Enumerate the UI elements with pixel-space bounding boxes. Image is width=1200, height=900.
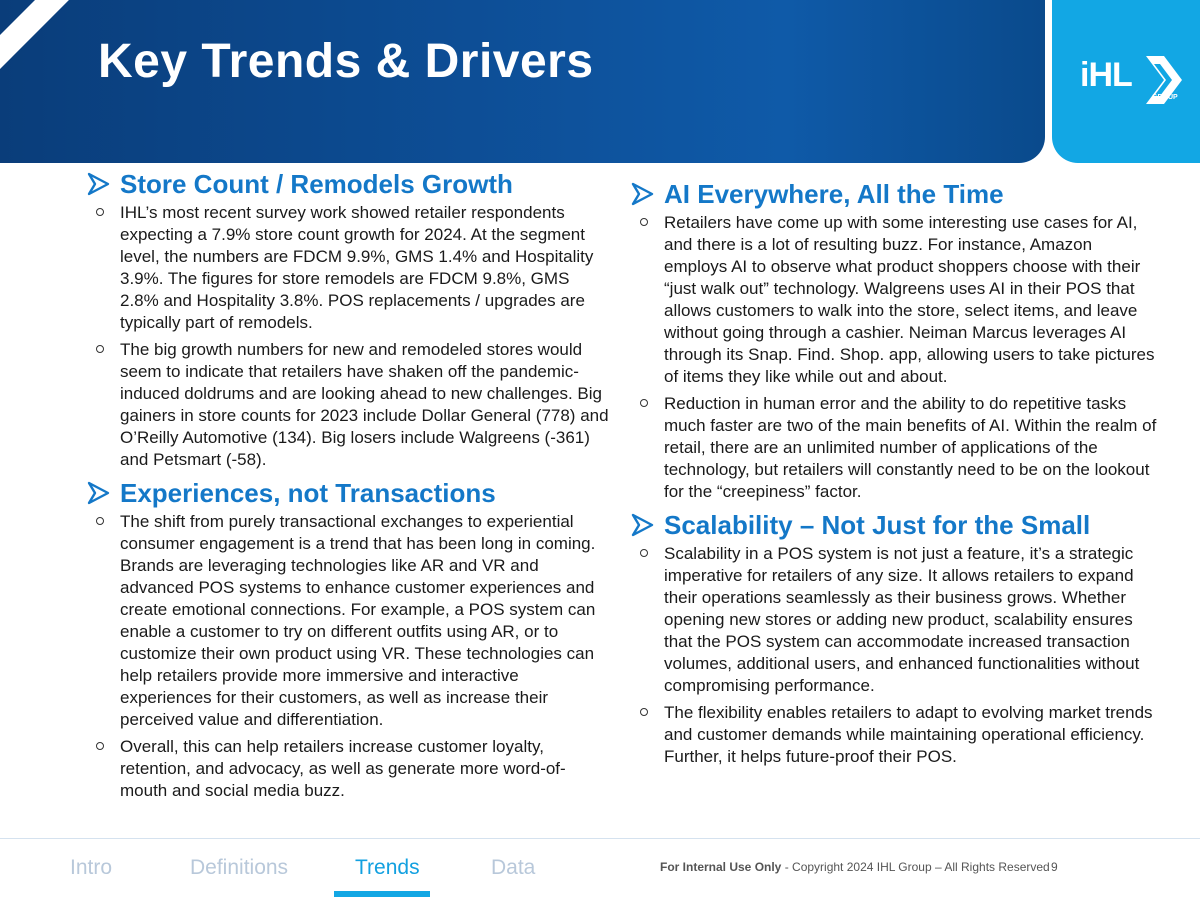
ihl-logo bbox=[1080, 52, 1184, 108]
footer-divider bbox=[0, 838, 1200, 839]
bullet-text: The flexibility enables retailers to adapt to evolving market trends and customer demands while maintaining operational efficiency. Further, it helps future-proof their POS. bbox=[664, 703, 1153, 766]
list-item bbox=[86, 736, 611, 802]
logo-wordmark: iHL bbox=[1080, 56, 1132, 94]
section-title: Experiences, not Transactions bbox=[120, 478, 496, 508]
circle-bullet-icon bbox=[640, 549, 648, 557]
bullet-list bbox=[630, 212, 1158, 503]
arrow-bullet-icon bbox=[630, 512, 654, 538]
bullet-text: IHL’s most recent survey work showed retailer respondents expecting a 7.9% store count growth for 2024. At the segment level, the numbers are FDCM 9.9%, GMS 1.4% and Hospitality 3.9%. The figures for store remodels are FDCM 9.8%, GMS 2.8% and Hospitality 3.8%. POS replacements / upgrades are typically part of remodels. bbox=[120, 203, 594, 332]
bullet-text: Reduction in human error and the ability to do repetitive tasks much faster are two of the main benefits of AI. Within the realm of retail, there are an unlimited number of applications of the technology, but retailers will constantly need to be on the lookout for the “creepiness” factor. bbox=[664, 394, 1157, 501]
bullet-list bbox=[630, 543, 1158, 768]
nav-tab-data[interactable]: Data bbox=[491, 856, 536, 879]
section-heading bbox=[86, 168, 611, 200]
logo-subtext: GROUP bbox=[1152, 94, 1178, 101]
right-column bbox=[630, 178, 1158, 774]
list-item bbox=[630, 543, 1158, 697]
bullet-text: Retailers have come up with some interesting use cases for AI, and there is a lot of resulting buzz. For instance, Amazon employs AI to observe what product shoppers choose with their “just walk out” technology. Walgreens uses AI in their POS that allows customers to walk into the store, select items, and leave without going through a cashier. Neiman Marcus leverages AI through its Snap. Find. Shop. app, allowing users to take pictures of items they like while out and about. bbox=[664, 213, 1155, 386]
bullet-list bbox=[86, 511, 611, 802]
copyright-text: - Copyright 2024 IHL Group – All Rights Reserved bbox=[781, 860, 1050, 874]
internal-use-label: For Internal Use Only bbox=[660, 860, 782, 874]
page-title: Key Trends & Drivers bbox=[98, 35, 594, 88]
section-experiences bbox=[86, 477, 611, 802]
list-item bbox=[630, 702, 1158, 768]
header-banner bbox=[0, 0, 1045, 163]
footer-copyright bbox=[660, 860, 1050, 874]
bullet-list bbox=[86, 202, 611, 471]
list-item bbox=[86, 202, 611, 334]
circle-bullet-icon bbox=[96, 517, 104, 525]
list-item bbox=[630, 212, 1158, 388]
section-scalability bbox=[630, 509, 1158, 768]
circle-bullet-icon bbox=[640, 218, 648, 226]
list-item bbox=[86, 511, 611, 731]
section-title: Scalability – Not Just for the Small bbox=[664, 510, 1091, 540]
active-tab-indicator bbox=[334, 891, 430, 897]
section-title: Store Count / Remodels Growth bbox=[120, 169, 513, 199]
section-heading bbox=[630, 509, 1158, 541]
section-store-count bbox=[86, 168, 611, 471]
circle-bullet-icon bbox=[96, 345, 104, 353]
left-column bbox=[86, 168, 611, 808]
section-heading bbox=[630, 178, 1158, 210]
bullet-text: The shift from purely transactional exchanges to experiential consumer engagement is a trend that has been long in coming. Brands are leveraging technologies like AR and VR and advanced POS systems to enhance customer experiences and create emotional connections. For example, a POS system can enable a customer to try on different outfits using AR, or to customize their own product using VR. These technologies can help retailers provide more immersive and interactive experiences for their customers, as well as increase their perceived value and differentiation. bbox=[120, 512, 596, 729]
banner-stripe bbox=[0, 0, 76, 92]
list-item bbox=[630, 393, 1158, 503]
section-title: AI Everywhere, All the Time bbox=[664, 179, 1004, 209]
arrow-bullet-icon bbox=[86, 480, 110, 506]
bullet-text: Overall, this can help retailers increase customer loyalty, retention, and advocacy, as well as generate more word-of-mouth and social media buzz. bbox=[120, 737, 566, 800]
bullet-text: The big growth numbers for new and remodeled stores would seem to indicate that retailers have shaken off the pandemic-induced doldrums and are looking ahead to new challenges. Big gainers in store counts for 2023 include Dollar General (778) and O’Reilly Automotive (134). Big losers include Walgreens (-361) and Petsmart (-58). bbox=[120, 340, 609, 469]
arrow-bullet-icon bbox=[86, 171, 110, 197]
nav-tab-trends[interactable]: Trends bbox=[355, 856, 420, 879]
nav-tab-definitions[interactable]: Definitions bbox=[190, 856, 289, 879]
list-item bbox=[86, 339, 611, 471]
arrow-bullet-icon bbox=[630, 181, 654, 207]
bullet-text: Scalability in a POS system is not just a feature, it’s a strategic imperative for retailers of any size. It allows retailers to expand their operations seamlessly as their business grows. Whether opening new stores or adding new product, scalability ensures that the POS system can accommodate increased transaction volumes, additional users, and enhanced functionalities without compromising performance. bbox=[664, 544, 1140, 695]
circle-bullet-icon bbox=[640, 399, 648, 407]
circle-bullet-icon bbox=[96, 208, 104, 216]
page-number: 9 bbox=[1051, 860, 1058, 874]
circle-bullet-icon bbox=[96, 742, 104, 750]
section-ai bbox=[630, 178, 1158, 503]
section-heading bbox=[86, 477, 611, 509]
nav-tab-intro[interactable]: Intro bbox=[70, 856, 113, 879]
circle-bullet-icon bbox=[640, 708, 648, 716]
